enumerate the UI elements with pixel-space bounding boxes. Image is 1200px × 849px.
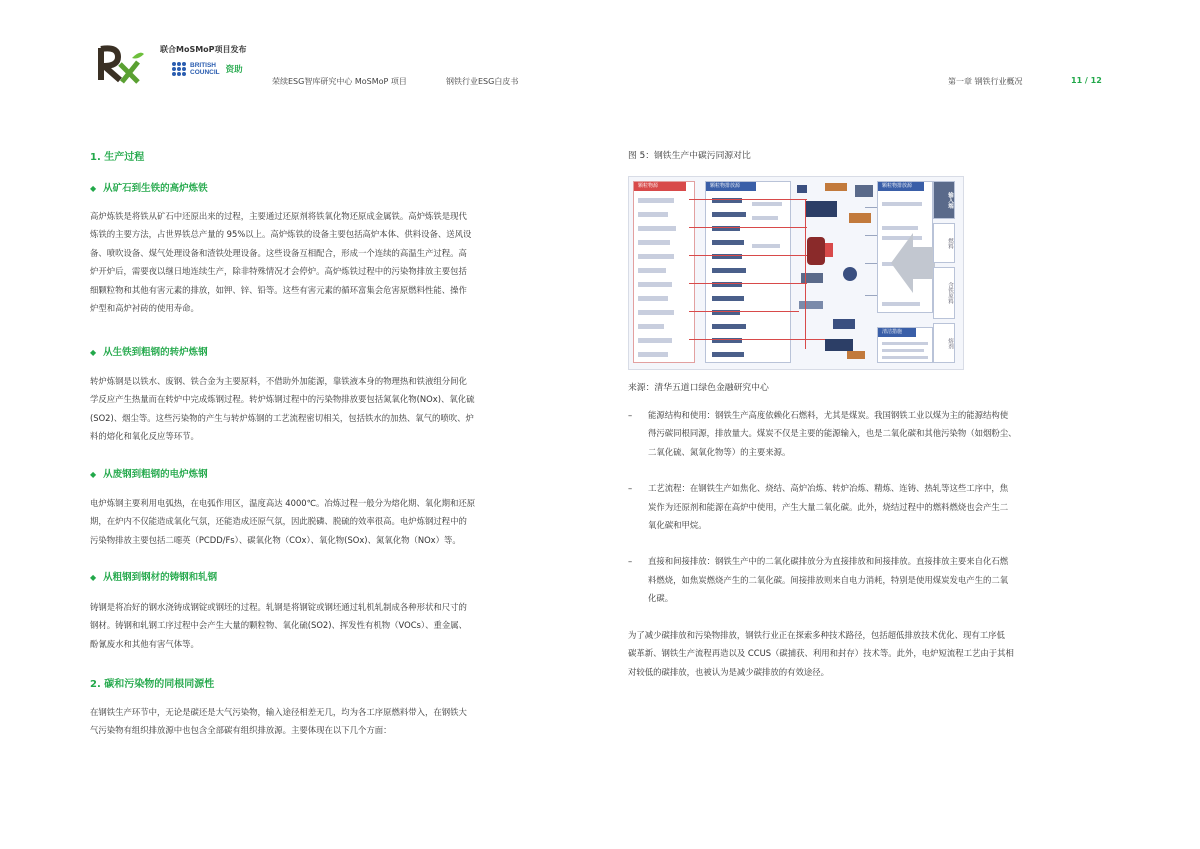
text-line: 炉开炉后，需要夜以继日地连续生产，除非特殊情况才会停炉。高炉炼铁过程中的污染物排放主要包括 bbox=[90, 266, 467, 277]
text-line: 备、喷吹设备、煤气处理设备和渣铁处理设备。这些设备互相配合，形成一个连续的高温生产过程。高 bbox=[90, 247, 467, 258]
text-line: 钢材。铸钢和轧钢工序过程中会产生大量的颗粒物、氧化硫(SO2)、挥发性有机物（VOCs）、重金属、 bbox=[90, 620, 467, 631]
figure-carbon-pollution-diagram bbox=[628, 176, 964, 370]
bc-line2: COUNCIL bbox=[190, 69, 220, 76]
section-heading-production: 1. 生产过程 bbox=[90, 152, 145, 163]
dash-icon: – bbox=[628, 483, 633, 494]
text-line: 炼铁的主要方法，占世界铁总产量的 95%以上。高炉炼铁的设备主要包括高炉本体、供料设备、送风设 bbox=[90, 229, 472, 240]
paragraph-closing bbox=[628, 626, 1112, 681]
input-arrow-icon bbox=[891, 233, 935, 293]
subheading-casting-rolling bbox=[90, 569, 217, 583]
side-mix-label: 含铁原料 bbox=[933, 267, 955, 319]
text-line: 铸钢是将冶好的钢水浇铸成钢锭或钢坯的过程。轧钢是将钢锭或钢坯通过轧机轧制成各种形状和尺寸的 bbox=[90, 602, 467, 612]
text-line: 料的熔化和氧化反应等环节。 bbox=[90, 431, 199, 442]
org-name: 荣续ESG智库研究中心 MoSMoP 项目 bbox=[272, 77, 407, 86]
bullet-item-process bbox=[628, 479, 1112, 534]
text-line: 炭作为还原剂和能源在高炉中使用，产生大量二氧化碳。此外，烧结过程中的燃料燃烧也会产生二 bbox=[648, 501, 1009, 512]
diagram-mid-box bbox=[705, 181, 791, 363]
text-line: 二氧化硫、氮氧化物等）的主要来源。 bbox=[648, 446, 791, 457]
page-number: 11 / 12 bbox=[1071, 76, 1102, 85]
text-line: 高炉炼铁是将铁从矿石中还原出来的过程，主要通过还原剂将铁氧化物还原成金属铁。高炉炼铁是现代 bbox=[90, 211, 467, 221]
bullet-item-energy bbox=[628, 406, 1112, 461]
dash-icon: – bbox=[628, 556, 633, 567]
text-line: 电炉炼钢主要利用电弧热，在电弧作用区，温度高达 4000℃。冶炼过程一般分为熔化期、氧化期和还原 bbox=[90, 498, 476, 508]
subheading-text: 从废钢到粗钢的电炉炼钢 bbox=[103, 469, 208, 480]
paragraph-electric-furnace bbox=[90, 494, 574, 549]
diamond-icon: ◆ bbox=[90, 470, 97, 479]
diamond-icon: ◆ bbox=[90, 184, 97, 193]
diagram-bottom-box-title: 清洁措施 bbox=[878, 328, 916, 337]
subheading-text: 从矿石到生铁的高炉炼铁 bbox=[103, 183, 208, 194]
text-line: 污染物排放主要包括二噁英（PCDD/Fs）、碳氧化物（COx）、氧化物(SOx)、氮氧化物（NOx）等。 bbox=[90, 534, 461, 545]
text-line: 氧化碳和甲烷。 bbox=[648, 520, 707, 531]
text-line: 期，在炉内不仅能造成氧化气氛，还能造成还原气氛，因此脱磷、脱硫的效率很高。电炉炼钢过程中的 bbox=[90, 516, 467, 527]
report-title: 钢铁行业ESG白皮书 bbox=[446, 77, 519, 86]
text-line: 直接和间接排放：钢铁生产中的二氧化碳排放分为直接排放和间接排放。直接排放主要来自化石燃 bbox=[648, 556, 1009, 567]
side-fuel-label: 燃料 bbox=[933, 223, 955, 263]
british-council-dots-icon bbox=[172, 62, 186, 76]
text-line: 学反应产生热量而在转炉中完成炼钢过程。转炉炼钢过程中的污染物排放要包括氮氧化物(NOx)、氧化硫 bbox=[90, 394, 475, 405]
bullet-item-emissions bbox=[628, 552, 1112, 607]
paragraph-casting-rolling bbox=[90, 598, 574, 653]
paragraph-converter bbox=[90, 372, 574, 446]
diagram-left-box-title: 颗粒物源 bbox=[634, 182, 686, 191]
text-line: 为了减少碳排放和污染物排放，钢铁行业正在探索多种技术路径，包括超低排放技术优化、现有工序低 bbox=[628, 630, 1005, 640]
subheading-blast-furnace bbox=[90, 180, 208, 194]
british-council-logo bbox=[172, 62, 243, 76]
paragraph-blast-furnace bbox=[90, 207, 574, 317]
funding-label: 资助 bbox=[225, 65, 243, 75]
text-line: 气污染物有组织排放源中也包含全部碳有组织排放源。主要体现在以下几个方面： bbox=[90, 725, 392, 736]
dash-icon: – bbox=[628, 410, 633, 420]
text-line: 得污碳同根同源，排放量大。煤炭不仅是主要的能源输入，也是二氧化碳和其他污染物（如烟粉尘、 bbox=[648, 428, 1017, 439]
text-line: 工艺流程：在钢铁生产如焦化、烧结、高炉冶炼、转炉冶炼、精炼、连铸、热轧等这些工序中，焦 bbox=[648, 483, 1009, 494]
text-line: 能源结构和使用：钢铁生产高度依赖化石燃料，尤其是煤炭。我国钢铁工业以煤为主的能源结构使 bbox=[648, 410, 1009, 420]
text-line: 碳革新、钢铁生产流程再造以及 CCUS（碳捕获、利用和封存）技术等。此外，电炉短流程工艺由于其相 bbox=[628, 648, 1014, 659]
diamond-icon: ◆ bbox=[90, 348, 97, 357]
subheading-converter bbox=[90, 344, 208, 358]
text-line: 细颗粒物和其他有害元素的排放，如钾、锌、铅等。这些有害元素的循环富集会危害原燃料性能、操作 bbox=[90, 284, 467, 295]
figure-caption: 图 5：钢铁生产中碳污同源对比 bbox=[628, 151, 751, 161]
side-input-label: 输入端 bbox=[933, 181, 955, 219]
project-release-text: 联合MoSMoP项目发布 bbox=[160, 45, 247, 54]
rx-logo bbox=[98, 44, 146, 84]
section-heading-same-source: 2. 碳和污染物的同根同源性 bbox=[90, 679, 215, 690]
paragraph-same-source bbox=[90, 703, 574, 740]
text-line: 转炉炼钢是以铁水、废钢、铁合金为主要原料，不借助外加能源，靠铁液本身的物理热和铁液组分间化 bbox=[90, 376, 467, 386]
text-line: 炉型和高炉衬砖的使用寿命。 bbox=[90, 303, 199, 314]
diagram-mid-box-title: 颗粒物排放源 bbox=[706, 182, 756, 191]
subheading-text: 从生铁到粗钢的转炉炼钢 bbox=[103, 347, 208, 358]
text-line: 在钢铁生产环节中，无论是碳还是大气污染物，输入途径相差无几，均为各工序原燃料带入，在钢铁大 bbox=[90, 707, 467, 717]
figure-source: 来源：清华五道口绿色金融研究中心 bbox=[628, 383, 769, 393]
subheading-electric-furnace bbox=[90, 466, 208, 480]
text-line: (SO2)、烟尘等。这些污染物的产生与转炉炼钢的工艺流程密切相关，包括铁水的加热、氧气的喷吹、炉 bbox=[90, 412, 474, 423]
text-line: 酚氰废水和其他有害气体等。 bbox=[90, 638, 199, 649]
diagram-left-box bbox=[633, 181, 695, 363]
chapter-title: 第一章 钢铁行业概况 bbox=[948, 77, 1023, 86]
diamond-icon: ◆ bbox=[90, 573, 97, 582]
diagram-right-box-title: 颗粒物排放源 bbox=[878, 182, 924, 191]
text-line: 化碳。 bbox=[648, 593, 674, 604]
subheading-text: 从粗钢到钢材的铸钢和轧钢 bbox=[103, 572, 218, 583]
text-line: 料燃烧，如焦炭燃烧产生的二氧化碳。间接排放则来自电力消耗，特别是使用煤炭发电产生的二氧 bbox=[648, 574, 1009, 585]
bc-line1: BRITISH bbox=[190, 62, 216, 69]
text-line: 对较低的碳排放，也被认为是减少碳排放的有效途径。 bbox=[628, 666, 829, 677]
diagram-bottom-box bbox=[877, 327, 933, 363]
bullet-list bbox=[628, 406, 1112, 608]
side-flux-label: 熔剂 bbox=[933, 323, 955, 363]
